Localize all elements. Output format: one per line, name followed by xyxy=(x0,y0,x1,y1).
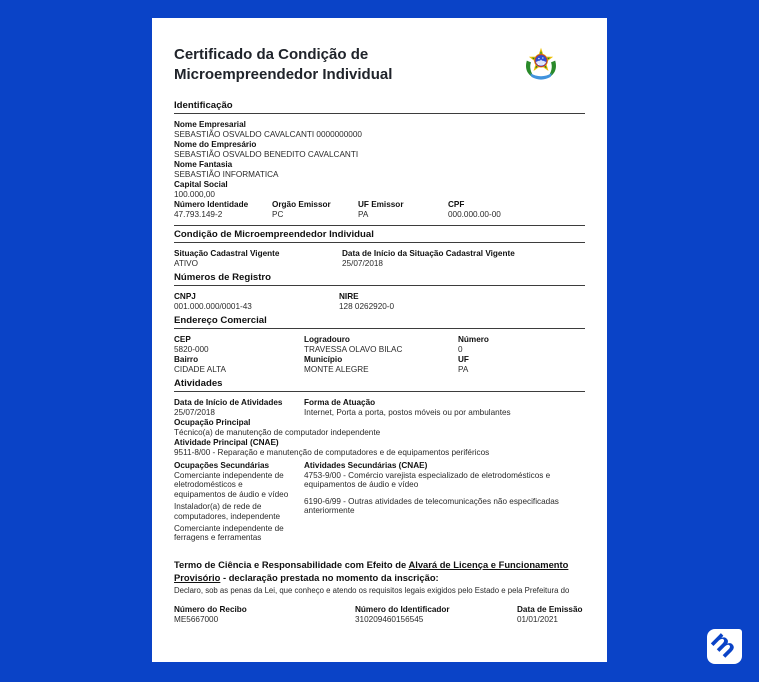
field-label: UF Emissor xyxy=(358,200,404,209)
field-value: 01/01/2021 xyxy=(517,615,558,624)
field-nome-fantasia xyxy=(174,160,585,180)
field-municipio xyxy=(304,355,458,375)
field-cep xyxy=(174,335,304,355)
certificate-document xyxy=(152,18,607,662)
field-value: CIDADE ALTA xyxy=(174,365,227,374)
field-value: ME5667000 xyxy=(174,615,219,624)
field-value: ATIVO xyxy=(174,259,198,268)
field-data-inicio-situacao xyxy=(342,249,585,269)
section-heading-endereco: Endereço Comercial xyxy=(174,315,585,329)
field-value: SEBASTIÃO OSVALDO CAVALCANTI 0000000000 xyxy=(174,130,362,139)
termo-declaration-text: Declaro, sob as penas da Lei, que conheço e atendo os requisitos legais exigidos pelo Estado e pela Prefeitura do xyxy=(174,585,570,595)
field-value: PC xyxy=(272,210,284,219)
endereco-row-1 xyxy=(174,335,585,355)
section-heading-identificacao: Identificação xyxy=(174,100,585,114)
field-label: Capital Social xyxy=(174,180,228,189)
condicao-row xyxy=(174,249,585,269)
atividades-secundarias-column xyxy=(304,460,585,546)
registro-row xyxy=(174,292,585,312)
field-label: Forma de Atuação xyxy=(304,398,376,407)
endereco-row-2 xyxy=(174,355,585,375)
field-label: Logradouro xyxy=(304,335,350,344)
field-label: Orgão Emissor xyxy=(272,200,331,209)
field-value: Internet, Porta a porta, postos móveis ou por ambulantes xyxy=(304,408,511,417)
field-value: 5820-000 xyxy=(174,345,209,354)
field-value: 25/07/2018 xyxy=(342,259,383,268)
field-data-emissao xyxy=(517,605,585,625)
field-uf xyxy=(458,355,585,375)
field-value: 47.793.149-2 xyxy=(174,210,223,219)
field-bairro xyxy=(174,355,304,375)
field-value: 000.000.00-00 xyxy=(448,210,501,219)
column-header: Atividades Secundárias (CNAE) xyxy=(304,461,428,470)
field-label: NIRE xyxy=(339,292,359,301)
field-uf-emissor xyxy=(358,200,448,220)
column-header: Ocupações Secundárias xyxy=(174,461,270,470)
field-label: Número Identidade xyxy=(174,200,249,209)
field-capital-social xyxy=(174,180,585,200)
field-value: SEBASTIÃO INFORMATICA xyxy=(174,170,279,179)
document-header xyxy=(174,45,585,90)
list-item: 4753-9/00 - Comércio varejista especializado de eletrodomésticos e equipamentos de áudio e vídeo xyxy=(304,471,551,490)
ocupacoes-secundarias-column xyxy=(174,460,296,546)
field-situacao-cadastral xyxy=(174,249,342,269)
field-atividade-principal xyxy=(174,438,585,458)
field-value: 001.000.000/0001-43 xyxy=(174,302,252,311)
section-heading-registro: Números de Registro xyxy=(174,272,585,286)
field-nome-empresarial xyxy=(174,120,585,140)
field-label: Nome Empresarial xyxy=(174,120,246,129)
page-title: Certificado da Condição de Microempreendedor Individual xyxy=(174,46,393,83)
field-label: CPF xyxy=(448,200,465,209)
section-heading-atividades: Atividades xyxy=(174,378,585,392)
brazil-coat-of-arms-icon xyxy=(521,43,561,90)
field-value: Técnico(a) de manutenção de computador independente xyxy=(174,428,381,437)
field-numero xyxy=(458,335,585,355)
field-label: CNPJ xyxy=(174,292,196,301)
atividades-row xyxy=(174,398,585,418)
termo-heading-suffix: - declaração prestada no momento da inscrição: xyxy=(220,571,439,583)
field-value: TRAVESSA OLAVO BILAC xyxy=(304,345,403,354)
field-ocupacao-principal xyxy=(174,418,585,438)
field-forma-atuacao xyxy=(304,398,585,418)
field-value: 0 xyxy=(458,345,463,354)
list-item: Instalador(a) de rede de computadores, independente xyxy=(174,502,281,521)
field-label: Município xyxy=(304,355,343,364)
field-label: Número do Recibo xyxy=(174,605,247,614)
field-label: Bairro xyxy=(174,355,199,364)
field-label: Número do Identificador xyxy=(355,605,450,614)
field-orgao-emissor xyxy=(272,200,358,220)
field-value: 128 0262920-0 xyxy=(339,302,395,311)
field-label: Atividade Principal (CNAE) xyxy=(174,438,279,447)
field-label: Data de Início de Atividades xyxy=(174,398,283,407)
list-item: Comerciante independente de eletrodomésticos e equipamentos de áudio e vídeo xyxy=(174,471,289,499)
field-label: Situação Cadastral Vigente xyxy=(174,249,280,258)
field-value: MONTE ALEGRE xyxy=(304,365,369,374)
arrow-m-icon: m xyxy=(705,624,744,663)
field-value: 9511-8/00 - Reparação e manutenção de computadores e de equipamentos periféricos xyxy=(174,448,490,457)
field-value: 25/07/2018 xyxy=(174,408,215,417)
field-label: Data de Início da Situação Cadastral Vigente xyxy=(342,249,515,258)
field-nome-empresario xyxy=(174,140,585,160)
field-label: CEP xyxy=(174,335,191,344)
field-data-inicio-atividades xyxy=(174,398,304,418)
termo-heading xyxy=(174,558,585,584)
field-label: Ocupação Principal xyxy=(174,418,251,427)
field-value: PA xyxy=(458,365,469,374)
field-logradouro xyxy=(304,335,458,355)
field-numero-recibo xyxy=(174,605,355,625)
field-value: 100.000,00 xyxy=(174,190,215,199)
termo-heading-prefix: Termo de Ciência e Responsabilidade com Efeito de xyxy=(174,558,409,570)
field-label: Nome Fantasia xyxy=(174,160,233,169)
atividades-secundarias-block xyxy=(174,460,585,546)
list-item: Comerciante independente de ferragens e ferramentas xyxy=(174,524,284,543)
termo-section xyxy=(174,558,585,596)
field-numero-identificador xyxy=(355,605,517,625)
list-item: 6190-6/99 - Outras atividades de telecomunicações não especificadas anteriormente xyxy=(304,496,559,516)
identity-row xyxy=(174,200,585,220)
termo-heading-underlined: Alvará de Licença e Funcionamento Provisório xyxy=(174,558,569,583)
field-value: PA xyxy=(358,210,369,219)
field-value: 310209460156545 xyxy=(355,615,424,624)
brand-logo xyxy=(705,624,744,664)
field-value: SEBASTIÃO OSVALDO BENEDITO CAVALCANTI xyxy=(174,150,359,159)
field-cpf xyxy=(448,200,585,220)
field-label: Número xyxy=(458,335,489,344)
document-footer xyxy=(174,605,585,625)
field-nire xyxy=(339,292,585,312)
field-numero-identidade xyxy=(174,200,272,220)
field-cnpj xyxy=(174,292,339,312)
field-label: Data de Emissão xyxy=(517,605,583,614)
section-divider xyxy=(174,225,585,226)
section-heading-condicao: Condição de Microempreendedor Individual xyxy=(174,229,585,243)
field-label: UF xyxy=(458,355,469,364)
field-label: Nome do Empresário xyxy=(174,140,257,149)
